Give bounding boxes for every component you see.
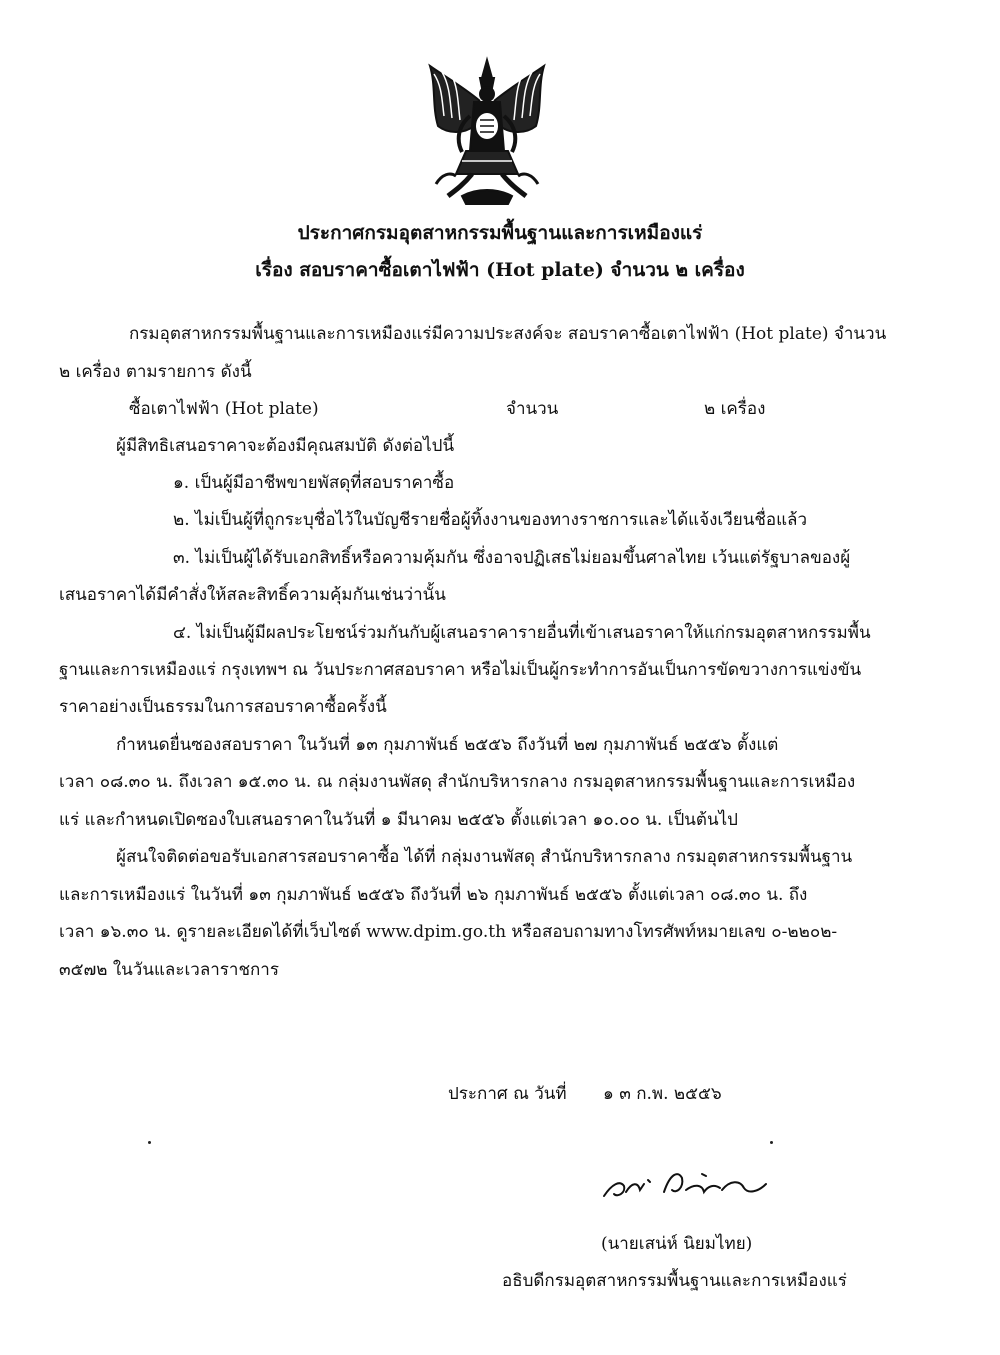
qualification-2: ๒. ไม่เป็นผู้ที่ถูกระบุชื่อไว้ในบัญชีรายชื่อผู้ทิ้งงานของทางราชการและได้แจ้งเวียนชื่อแล้ว — [173, 510, 807, 530]
item-quantity-label: จำนวน — [506, 399, 559, 419]
qualification-4-line-3: ราคาอย่างเป็นธรรมในการสอบราคาซื้อครั้งนี้ — [59, 697, 387, 717]
schedule-line-2: เวลา ๐๘.๓๐ น. ถึงเวลา ๑๕.๓๐ น. ณ กลุ่มงานพัสดุ สำนักบริหารกลาง กรมอุตสาหกรรมพื้นฐานและการเหมือง — [59, 772, 856, 792]
contact-line-3: เวลา ๑๖.๓๐ น. ดูรายละเอียดได้ที่เว็บไซต์ www.dpim.go.th หรือสอบถามทางโทรศัพท์หมายเลข ๐-๒๒๐๒- — [59, 922, 838, 942]
qualification-4-line-1: ๔. ไม่เป็นผู้มีผลประโยชน์ร่วมกันกับผู้เสนอราคารายอื่นที่เข้าเสนอราคาให้แก่กรมอุตสาหกรรมพื้น — [173, 623, 871, 643]
qualification-1: ๑. เป็นผู้มีอาชีพขายพัสดุที่สอบราคาซื้อ — [173, 473, 455, 493]
announce-label: ประกาศ ณ วันที่ — [448, 1084, 567, 1104]
contact-line-4: ๓๕๗๒ ในวันและเวลาราชการ — [59, 960, 279, 980]
document-title: ประกาศกรมอุตสาหกรรมพื้นฐานและการเหมืองแร่ — [297, 222, 703, 244]
schedule-line-1: กำหนดยื่นซองสอบราคา ในวันที่ ๑๓ กุมภาพันธ์ ๒๕๕๖ ถึงวันที่ ๒๗ กุมภาพันธ์ ๒๕๕๖ ตั้งแต่ — [116, 735, 779, 755]
document-subject: เรื่อง สอบราคาซื้อเตาไฟฟ้า (Hot plate) จำนวน ๒ เครื่อง — [255, 259, 745, 281]
intro-line-1: กรมอุตสาหกรรมพื้นฐานและการเหมืองแร่มีความประสงค์จะ สอบราคาซื้อเตาไฟฟ้า (Hot plate) จำนวน — [129, 324, 887, 344]
garuda-emblem-icon — [422, 56, 552, 206]
contact-line-2: และการเหมืองแร่ ในวันที่ ๑๓ กุมภาพันธ์ ๒๕๕๖ ถึงวันที่ ๒๖ กุมภาพันธ์ ๒๕๕๖ ตั้งแต่เวลา ๐๘.๓๐ น. ถึง — [59, 885, 808, 905]
item-quantity-value: ๒ เครื่อง — [704, 399, 766, 419]
scan-speck — [770, 1141, 773, 1144]
signature-icon — [598, 1162, 778, 1212]
schedule-line-3: แร่ และกำหนดเปิดซองใบเสนอราคาในวันที่ ๑ มีนาคม ๒๕๕๖ ตั้งแต่เวลา ๑๐.๐๐ น. เป็นต้นไป — [59, 810, 738, 830]
item-name: ซื้อเตาไฟฟ้า (Hot plate) — [129, 399, 319, 419]
qualification-4-line-2: ฐานและการเหมืองแร่ กรุงเทพฯ ณ วันประกาศสอบราคา หรือไม่เป็นผู้กระทำการอันเป็นการขัดขวางการแข่งขัน — [59, 660, 862, 680]
qualification-3-line-2: เสนอราคาได้มีคำสั่งให้สละสิทธิ์ความคุ้มกันเช่นว่านั้น — [59, 585, 446, 605]
intro-line-2: ๒ เครื่อง ตามรายการ ดังนี้ — [59, 362, 252, 382]
contact-line-1: ผู้สนใจติดต่อขอรับเอกสารสอบราคาซื้อ ได้ที่ กลุ่มงานพัสดุ สำนักบริหารกลาง กรมอุตสาหกรรมพื้นฐาน — [116, 847, 853, 867]
signer-title: อธิบดีกรมอุตสาหกรรมพื้นฐานและการเหมืองแร่ — [502, 1271, 847, 1291]
qualification-3-line-1: ๓. ไม่เป็นผู้ได้รับเอกสิทธิ์หรือความคุ้มกัน ซึ่งอาจปฏิเสธไม่ยอมขึ้นศาลไทย เว้นแต่รัฐบาลของผู้ — [173, 548, 851, 568]
announce-date: ๑ ๓ ก.พ. ๒๕๕๖ — [603, 1084, 722, 1104]
qualification-heading: ผู้มีสิทธิเสนอราคาจะต้องมีคุณสมบัติ ดังต่อไปนี้ — [116, 436, 455, 456]
signer-name: (นายเสน่ห์ นิยมไทย) — [601, 1234, 753, 1254]
scan-speck — [148, 1141, 151, 1144]
